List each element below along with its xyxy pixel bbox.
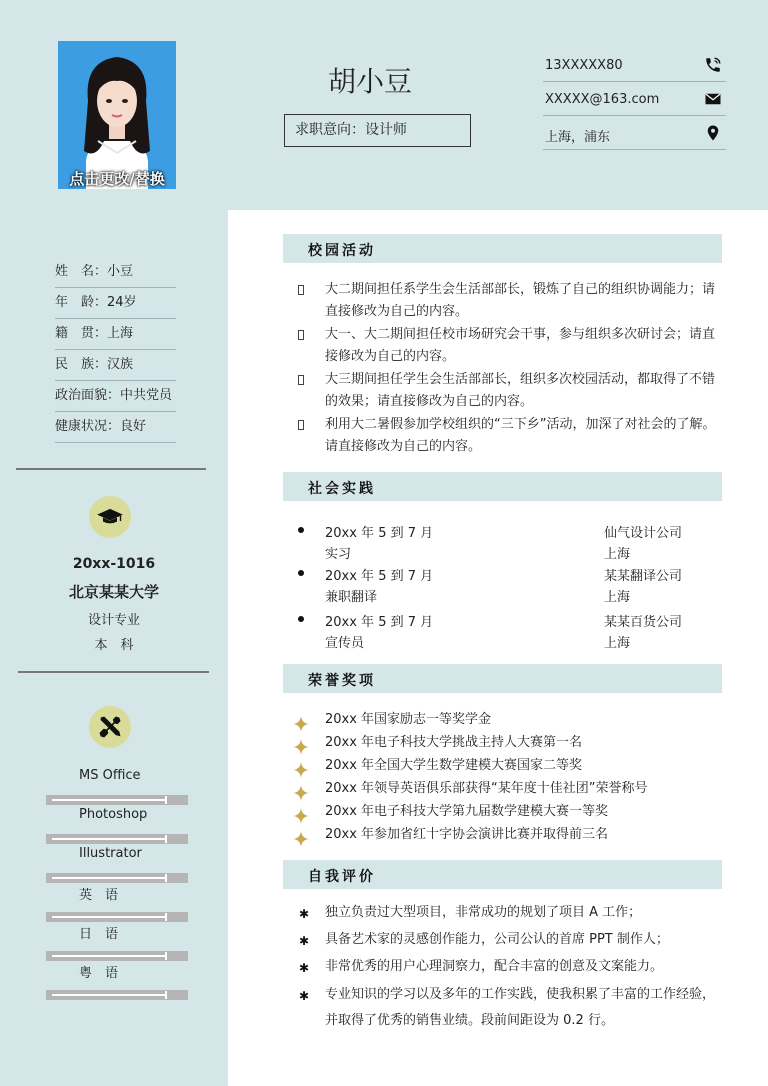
asterisk-bullet-icon: ✱: [299, 989, 310, 1003]
checkbox-icon: [298, 420, 304, 430]
section-title-practice: 社会实践: [308, 481, 376, 497]
skill-label: Photoshop: [79, 807, 148, 822]
campus-item: [298, 369, 718, 413]
asterisk-bullet-icon: ✱: [299, 907, 310, 921]
skill-bar: [46, 873, 188, 883]
education-period: 20xx-1016: [72, 556, 156, 572]
campus-item: [298, 279, 718, 323]
evaluation-item: 独立负责过大型项目，非常成功的规划了项目 A 工作；: [325, 905, 642, 920]
campus-item-text: 大三期间担任学生会生活部部长，组织多次校园活动，都取得了不错的效果；请直接修改为自己的内容。: [325, 372, 716, 409]
sidebar-divider: [16, 468, 206, 470]
skill-label: 日 语: [79, 927, 119, 942]
header-band: [0, 0, 768, 210]
info-ethnicity: 民 族：汉族: [55, 351, 176, 381]
practice-role: 宣传员: [325, 636, 365, 651]
portrait-image: [58, 41, 176, 189]
practice-company: 某某翻译公司: [604, 569, 683, 584]
sparkle-star-icon: [293, 831, 309, 847]
skill-bar: [46, 990, 188, 1000]
checkbox-icon: [298, 330, 304, 340]
skill-bar: [46, 834, 188, 844]
evaluation-item: 专业知识的学习以及多年的工作实践，使我积累了丰富的工作经验，并取得了优秀的销售业绩。段前间距设为 0.2 行。: [325, 987, 716, 1028]
skill-label: MS Office: [79, 768, 141, 783]
education-degree: 本 科: [94, 638, 134, 653]
education-icon-badge: [89, 496, 131, 538]
tools-icon: [96, 713, 124, 741]
location-icon: [704, 124, 722, 142]
section-header-campus: [283, 234, 722, 263]
section-title-campus: 校园活动: [308, 243, 376, 259]
campus-item-text: 大一、大二期间担任校市场研究会干事，参与组织多次研讨会；请直接修改为自己的内容。: [325, 327, 716, 364]
skill-label: Illustrator: [79, 846, 142, 861]
skills-icon-badge: [89, 706, 131, 748]
contact-location: [543, 118, 726, 150]
practice-date: 20xx 年 5 到 7 月: [325, 569, 434, 584]
honor-item: 20xx 年国家励志一等奖学金: [325, 712, 492, 727]
phone-icon: [704, 56, 722, 74]
section-header-practice: [283, 472, 722, 501]
campus-item: [298, 324, 718, 368]
sparkle-star-icon: [293, 739, 309, 755]
practice-role: 实习: [325, 547, 352, 562]
sparkle-star-icon: [293, 808, 309, 824]
campus-item-text: 利用大二暑假参加学校组织的“三下乡”活动，加深了对社会的了解。请直接修改为自己的内容。: [325, 417, 716, 454]
honor-item: 20xx 年全国大学生数学建模大赛国家二等奖: [325, 758, 583, 773]
honor-item: 20xx 年领导英语俱乐部获得“某年度十佳社团”荣誉称号: [325, 781, 648, 796]
graduation-cap-icon: [96, 503, 124, 531]
practice-date: 20xx 年 5 到 7 月: [325, 526, 434, 541]
sidebar-divider: [18, 671, 209, 673]
education-major: 设计专业: [87, 613, 140, 628]
contact-phone: [543, 50, 726, 82]
section-title-evaluation: 自我评价: [308, 869, 376, 885]
sparkle-star-icon: [293, 716, 309, 732]
profile-photo[interactable]: [58, 41, 176, 189]
campus-item-text: 大二期间担任系学生会生活部部长，锻炼了自己的组织协调能力；请直接修改为自己的内容。: [325, 282, 716, 319]
contact-email-text: XXXXX@163.com: [545, 92, 660, 107]
skill-label: 英 语: [79, 888, 119, 903]
practice-city: 上海: [604, 547, 631, 562]
evaluation-item: 具备艺术家的灵感创作能力，公司公认的首席 PPT 制作人；: [325, 932, 669, 947]
evaluation-item: 非常优秀的用户心理洞察力，配合丰富的创意及文案能力。: [325, 959, 664, 974]
info-hometown: 籍 贯：上海: [55, 320, 176, 350]
bullet-dot: [298, 570, 304, 576]
skill-bar: [46, 912, 188, 922]
bullet-dot: [298, 527, 304, 533]
honor-item: 20xx 年参加省红十字协会演讲比赛并取得前三名: [325, 827, 609, 842]
honor-item: 20xx 年电子科技大学第九届数学建模大赛一等奖: [325, 804, 609, 819]
practice-company: 某某百货公司: [604, 615, 683, 630]
photo-change-caption[interactable]: 点击更改/替换: [69, 170, 165, 188]
job-intent-box: 求职意向：设计师: [284, 114, 471, 147]
candidate-name: 胡小豆: [327, 65, 412, 98]
practice-company: 仙气设计公司: [604, 526, 683, 541]
checkbox-icon: [298, 285, 304, 295]
contact-location-text: 上海，浦东: [545, 130, 611, 145]
bullet-dot: [298, 616, 304, 622]
section-header-evaluation: [283, 860, 722, 889]
skill-bar: [46, 795, 188, 805]
campus-item: [298, 414, 718, 458]
section-header-honors: [283, 664, 722, 693]
mail-icon: [704, 90, 722, 108]
sparkle-star-icon: [293, 762, 309, 778]
info-health: 健康状况：良好: [55, 413, 176, 443]
checkbox-icon: [298, 375, 304, 385]
skill-label: 粤 语: [79, 966, 119, 981]
practice-city: 上海: [604, 636, 631, 651]
info-age: 年 龄：24岁: [55, 289, 176, 319]
contact-email: [543, 84, 726, 116]
education-school: 北京某某大学: [68, 583, 159, 601]
sparkle-star-icon: [293, 785, 309, 801]
section-title-honors: 荣誉奖项: [308, 673, 376, 689]
honor-item: 20xx 年电子科技大学挑战主持人大赛第一名: [325, 735, 583, 750]
info-name: 姓 名：小豆: [55, 258, 176, 288]
asterisk-bullet-icon: ✱: [299, 934, 310, 948]
practice-date: 20xx 年 5 到 7 月: [325, 615, 434, 630]
contact-phone-text: 13XXXXX80: [545, 58, 623, 73]
info-political: 政治面貌：中共党员: [55, 382, 176, 412]
practice-city: 上海: [604, 590, 631, 605]
practice-role: 兼职翻译: [325, 590, 378, 605]
skill-bar: [46, 951, 188, 961]
asterisk-bullet-icon: ✱: [299, 961, 310, 975]
